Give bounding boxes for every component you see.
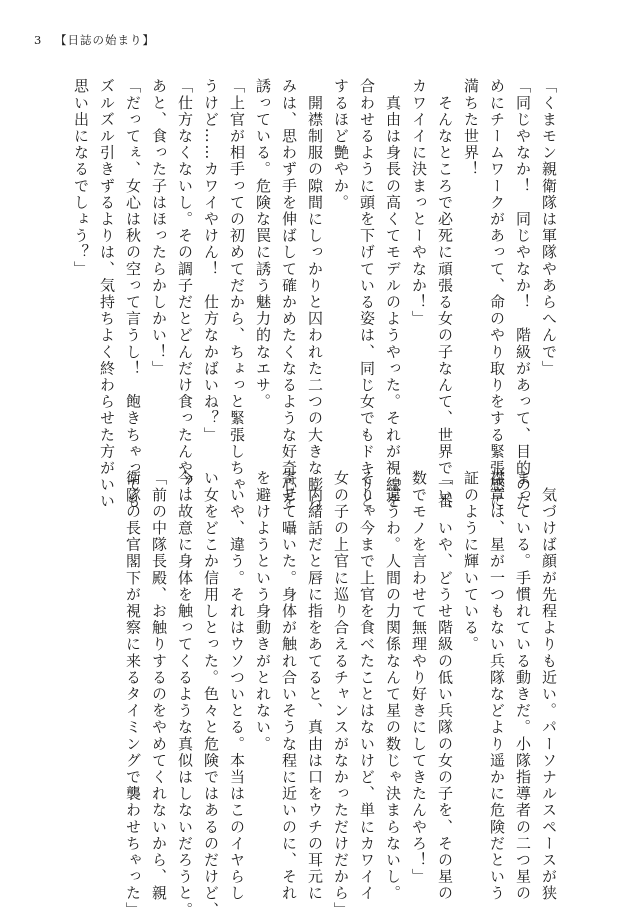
text-line: 襟章は、星が一つもない兵隊などより遥かに危険だという: [488, 470, 506, 902]
text-line: うけど……カワイやけん！ 仕方なかばいね？」: [202, 78, 220, 444]
text-line: あと、食った子はほったらかしかい！」: [150, 78, 168, 377]
text-line: 「だってぇ、女心は秋の空って言うし！ 飽きちゃっても: [124, 78, 142, 510]
text-line: 数でモノを言わせて無理やり好きにしてきたんやろ！」: [410, 470, 428, 885]
upper-text-block: [68, 78, 562, 510]
text-line: 誘っている。危険な罠に誘う魅力的なエサ。: [254, 78, 272, 410]
text-line: い女をどこか信用しとった。色々と危険ではあるのだけど、: [202, 470, 220, 918]
text-line: 合わせるように頭を下げている姿は、同じ女でもドキリと: [358, 78, 376, 510]
text-line: 寄せて囁いた。身体が触れ合いそうな程に近いのに、それ: [280, 470, 298, 902]
text-line: 開襟制服の隙間にしっかりと囚われた二つの大きな膨ら: [306, 78, 324, 510]
text-line: 衛隊の長官閣下が視察に来るタイミングで襲わせちゃった」: [124, 470, 142, 918]
text-line: 「仕方なくないし。その調子だとどんだけ食ったんや？: [176, 78, 194, 493]
text-line: 女の子の上官に巡り合えるチャンスがなかっただけだから」: [332, 470, 350, 918]
text-line: 証のように輝いている。: [462, 470, 480, 653]
chapter-title: 【日誌の始まり】: [54, 33, 155, 47]
text-line: するほど艶やか。: [332, 78, 350, 211]
lower-text-block: [120, 470, 562, 918]
text-line: 「前の中隊長殿、お触りするのをやめてくれないから、親: [150, 470, 168, 902]
text-line: めにチームワークがあって、命のやり取りをする緊張感に: [488, 78, 506, 510]
text-line: 思い出になるでしょう？」: [72, 78, 90, 278]
text-line: 気づけば顔が先程よりも近い。パーソナルスペースが狭: [540, 470, 558, 902]
text-line: みは、思わず手を伸ばして確かめたくなるような好奇心を: [280, 78, 298, 510]
text-line: を避けようという身動きがとれない。: [254, 470, 272, 753]
text-line: 「い、いや、どうせ階級の低い兵隊の女の子を、その星の: [436, 470, 454, 902]
text-line: 真由は身長の高くてモデルのようやった。それが視線を: [384, 78, 402, 510]
text-line: 満ちた世界！: [462, 78, 480, 178]
text-line: そんなところで必死に頑張る女の子なんて、世界で一番: [436, 78, 454, 510]
text-line: そりゃ今まで上官を食べたことはないけど、単にカワイイ: [358, 470, 376, 902]
text-line: 「同じやなか！ 同じやなか！ 階級があって、目的のた: [514, 78, 532, 510]
text-line: ズルズル引きずるよりは、気持ちよく終わらせた方がいい: [98, 78, 116, 510]
page-header: [34, 32, 155, 48]
text-line: 今は故意に身体を触ってくるような真似はしないだろうと。: [176, 470, 194, 918]
text-line: カワイイに決まっとーやなか！」: [410, 78, 428, 327]
text-line: いや、違う。それはウソついとる。本当はこのイヤらし: [228, 470, 246, 902]
text-line: 内緒話だと唇に指をあてると、真由は口をウチの耳元に: [306, 470, 324, 902]
page-number: 3: [34, 33, 43, 47]
text-line: 「上官が相手っての初めてだから、ちょっと緊張しちゃ: [228, 78, 246, 493]
text-line: まっている。手慣れている動きだ。小隊指導者の二つ星の: [514, 470, 532, 902]
text-line: 「違うわ。人間の力関係なんて星の数じゃ決まらないし。: [384, 470, 402, 902]
text-line: 「くまモン親衛隊は軍隊やあらへんで」: [540, 78, 558, 377]
